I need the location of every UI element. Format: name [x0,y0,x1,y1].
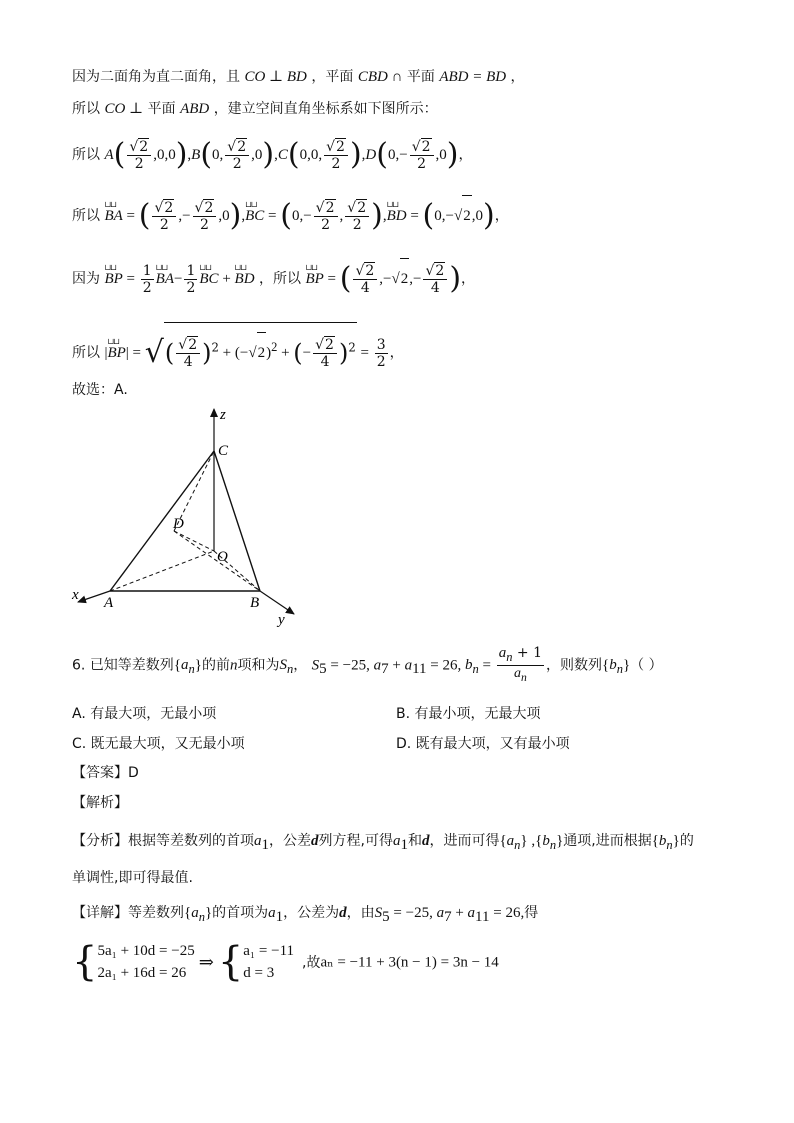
system2-eq2: d = 3 [243,965,275,981]
label-B: B [250,595,260,611]
question-text-f: （ ） [630,657,663,674]
text-line-5: 因为 ⊔⊔ BP = $\frac{1}{2}$ ⊔⊔ BA− $\frac{1}{2}$ ⊔⊔ BC + ⊔⊔ BD ，所以 ⊔⊔ BP = ( $\frac{√2}{4}$ ,−√2,− $\frac{√2}{4}$ )， [72,258,475,298]
xiangjie-text4: ，由 [346,905,375,921]
line2-mid: 平面 [147,101,176,117]
fenxi-text3: 列方程,可得 [318,833,393,849]
conclusion-formula: aₙ = −11 + 3(n − 1) = 3n − 14 [320,954,499,971]
option-D: D. 既有最大项，又有最小项 [396,736,570,752]
label-O: O [217,549,228,565]
system1-eq2: 2a₁ + 16d = 26 [97,965,187,981]
line1-mid: ，平面 [311,69,354,85]
text-line-2 [72,99,438,119]
xiangjie-text2: 的首项为 [212,905,269,921]
fenxi-text1: 根据等差数列的首项 [128,833,254,849]
line4-prefix: 所以 [72,208,100,224]
label-C: C [218,443,229,459]
fenxi-text2: ，公差 [269,833,311,849]
fenxi-label: 【分析】 [72,833,128,849]
xiangjie-line-1: 【详解】等差数列$\{a_n\}$的首项为$a_1$，公差为d，由$S_5 = -25$, $a_7 + a_{11} = 26$,得 [72,905,539,925]
option-C: C. 既无最大项，又无最小项 [72,736,245,752]
line5-prefix: 因为 [72,271,100,287]
conclusion-prefix: ,故 [302,955,321,971]
line2-prefix: 所以 [72,101,100,117]
system2-eq1: a₁ = −11 [243,943,295,959]
text-line-3-coordinates: 所以 A( $\frac{√2}{2}$ ,0,0),B(0, $\frac{√2}{2}$ ,0),C(0,0, $\frac{√2}{2}$ ),D(0,− $\frac{√2}{2}$ ,0)， [72,137,473,172]
analysis-label: 【解析】 [72,795,128,811]
label-D: D [173,516,184,532]
line1-end: ， [510,69,525,85]
question-text-b: 的前 [201,657,230,674]
xiangjie-text1: 等差数列 [128,905,184,921]
fenxi-text4: 和 [407,833,422,849]
edge-AC [110,451,214,591]
line1-prefix: 因为二面角为直二面角，且 [72,69,240,85]
question-text-c: 项和为 [237,657,280,674]
fenxi-text5: ，进而可得 [429,833,500,849]
xiangjie-label: 【详解】 [72,905,128,921]
line5-mid: ，所以 [258,271,301,287]
y-axis [260,591,294,614]
answer-label: 【答案】 [72,765,128,781]
line3-prefix: 所以 [72,147,100,163]
text-line-7: 故选：A. [72,382,128,398]
label-y: y [278,612,285,628]
line2-math2: ABD [180,101,210,117]
line2-math: CO ⊥ [104,101,144,117]
answer-line [72,763,139,783]
text-line-1 [72,67,525,87]
label-z: z [220,407,226,423]
fenxi-text6: 通项,进而根据 [563,833,652,849]
xiangjie-text3: ，公差为 [283,905,340,921]
line1-math2: CBD ∩ [357,69,403,85]
question-text-n: n [229,657,238,674]
text-line-6: 所以 |⊔⊔ BP| = √( $\frac{√2}{4}$ )$^2 + (-√2)^2$ + (− $\frac{√2}{4}$ )$^2$ = $\frac{3}{2}$ ， [72,322,404,362]
question-text-a: 已知等差数列 [89,657,174,674]
line1-math1: CO ⊥ BD [244,69,307,85]
answer-value: D [128,765,139,781]
question-6: 6. 已知等差数列$\{a_n\}$的前n项和为$S_n$， $S_5 = -25$, $a_7 + a_{11} = 26$, $b_n$ = $\frac{a_n + 1}{a_n}$ ，则数列$\{b_n\}$（ ） [72,645,663,684]
xiangjie-text5: 得 [524,905,539,921]
question-text-d: ， [293,657,308,674]
edge-DO [174,531,214,551]
geometry-figure [70,403,310,628]
fenxi-text7: 的 [679,833,694,849]
question-number: 6. [72,657,86,674]
text-line-4-vectors: 所以 ⊔⊔ BA = ( $\frac{√2}{2}$ ,− $\frac{√2}{2}$ ,0),⊔⊔ BC = (0,− $\frac{√2}{2}$ , $\frac{√2}{2}$ ),⊔⊔ BD = (0,−√2,0)， [72,195,509,235]
option-B: B. 有最小项，无最大项 [396,706,541,722]
line6-prefix: 所以 [72,345,100,361]
line2-end: ，建立空间直角坐标系如下图所示： [213,101,438,117]
edge-CB [214,451,260,591]
line1-mid2: 平面 [406,69,435,85]
equation-system: { 5a₁ + 10d = −25 2a₁ + 16d = 26 ⇒ { a₁ = −11 d = 3 ,故aₙ = −11 + 3(n − 1) = 3n − 14 [72,939,499,985]
label-A: A [104,595,114,611]
option-A: A. 有最大项，无最小项 [72,706,217,722]
system1-eq1: 5a₁ + 10d = −25 [97,943,195,959]
fenxi-line-1: 【分析】根据等差数列的首项$a_1$，公差d列方程,可得$a_1$和d，进而可得$\{a_n\}$ $,\{b_n\}$通项,进而根据$\{b_n\}$的 [72,833,694,853]
question-text-e: ，则数列 [546,657,602,674]
line1-math3: ABD = BD [439,69,507,85]
fenxi-line-2: 单调性,即可得最值. [72,870,193,886]
label-x: x [72,587,79,603]
